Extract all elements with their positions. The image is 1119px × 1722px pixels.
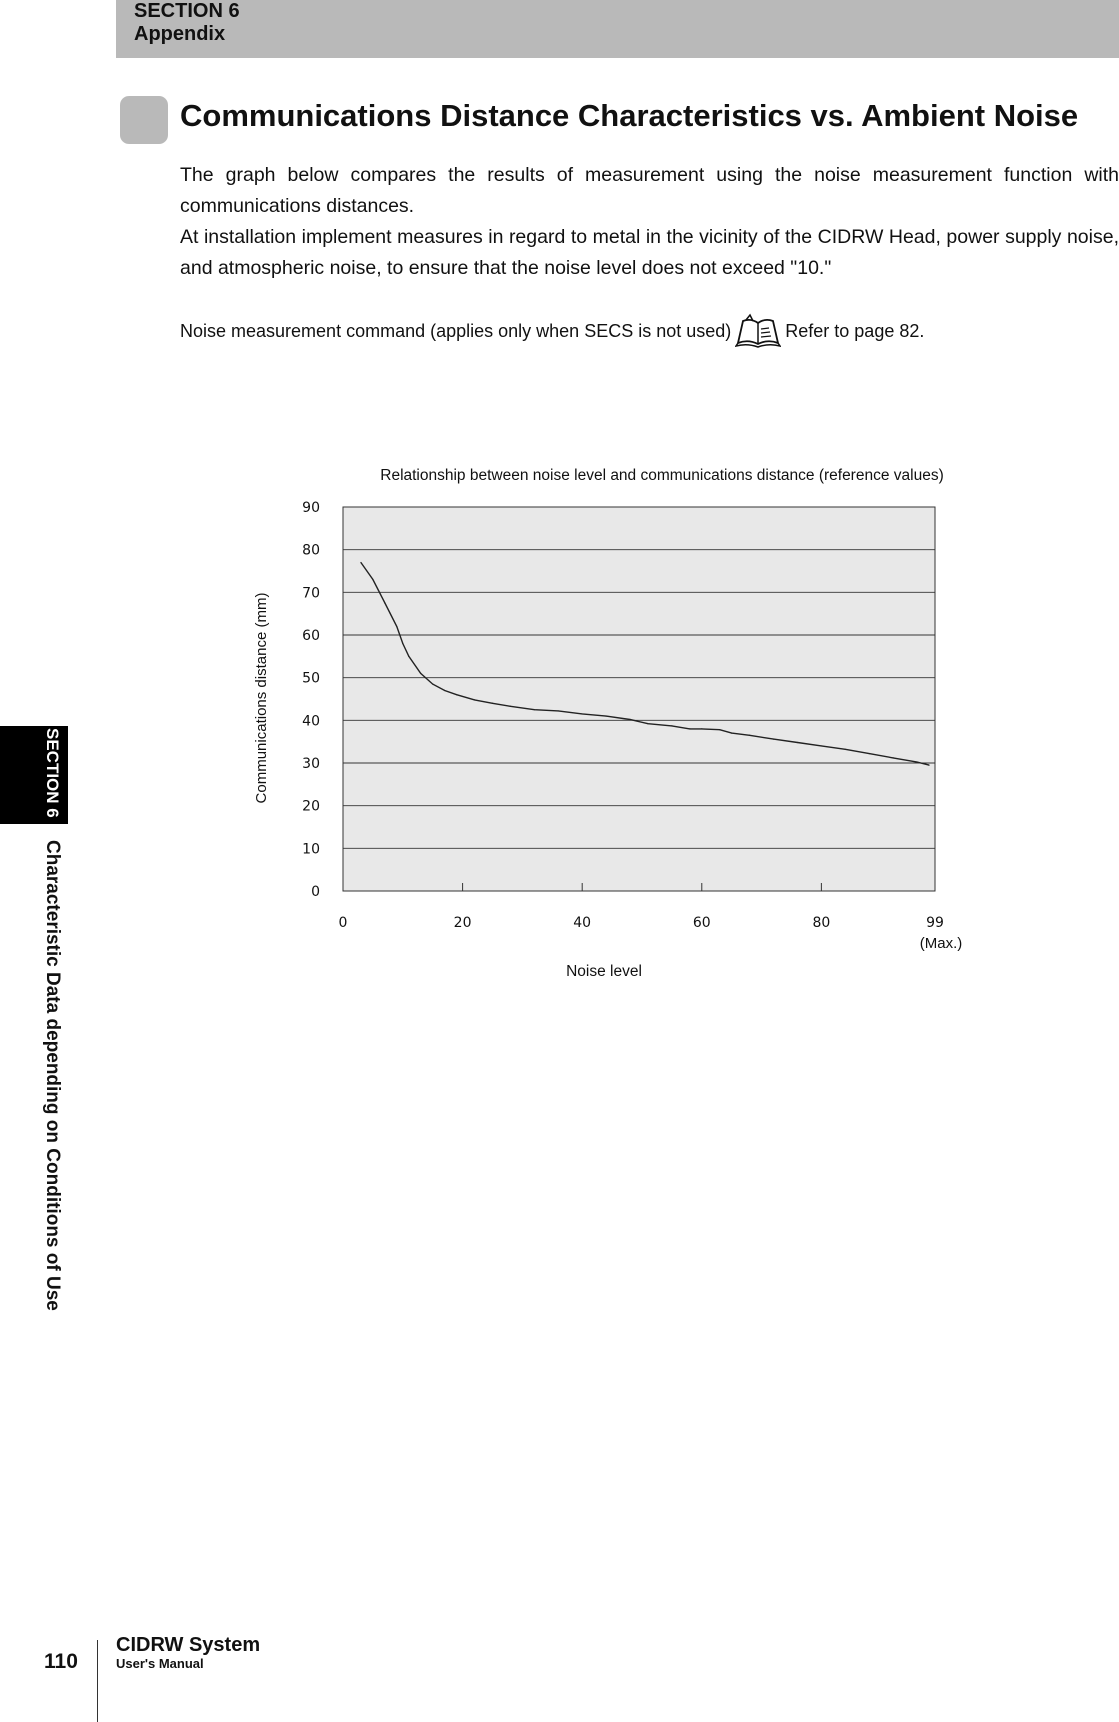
book-reference-icon (735, 313, 781, 349)
series-point-18 (647, 723, 648, 724)
y-tick-label-40: 40 (302, 713, 320, 730)
body-paragraph-1: The graph below compares the results of measurement using the noise measurement function with communications distances. (180, 164, 1119, 217)
y-tick-label-0: 0 (311, 884, 320, 900)
x-tick-labels (339, 915, 944, 931)
y-tick-label-90: 90 (302, 500, 320, 516)
series-point-16 (606, 715, 607, 716)
series-point-7 (432, 683, 433, 684)
series-point-21 (701, 728, 702, 729)
title-marker-icon (120, 96, 168, 144)
series-point-22 (719, 729, 720, 730)
series-point-24 (749, 735, 750, 736)
series-point-19 (671, 725, 672, 726)
footer-manual-name: User's Manual (116, 1656, 204, 1671)
header-section-label: SECTION 6 (134, 0, 240, 22)
series-point-20 (689, 728, 690, 729)
series-point-11 (492, 703, 493, 704)
reference-link[interactable]: Refer to page 82. (785, 321, 925, 341)
body-text (180, 160, 1119, 284)
y-tick-label-70: 70 (302, 585, 320, 602)
y-tick-label-60: 60 (302, 628, 320, 644)
series-point-5 (408, 656, 409, 657)
series-point-13 (534, 709, 535, 710)
series-point-0 (360, 562, 361, 563)
reference-text: Noise measurement command (applies only when SECS is not used) (180, 321, 732, 341)
side-chapter-label: Characteristic Data depending on Conditions of Use (42, 840, 63, 1311)
x-tick-label-99: 99 (926, 915, 944, 931)
x-tick-label-40: 40 (573, 915, 592, 931)
series-points (360, 562, 929, 766)
series-point-26 (797, 742, 798, 743)
series-point-8 (444, 690, 445, 691)
series-point-9 (456, 694, 457, 695)
chart-title: Relationship between noise level and communications distance (reference values) (380, 467, 944, 484)
footer-divider (97, 1640, 98, 1722)
x-axis-ticks (463, 883, 935, 891)
series-point-17 (629, 719, 630, 720)
x-tick-label-0: 0 (338, 915, 348, 931)
x-max-note: (Max.) (919, 935, 963, 952)
y-tick-label-50: 50 (302, 670, 320, 687)
page-number: 110 (44, 1650, 78, 1673)
x-tick-label-20: 20 (453, 915, 472, 931)
series-point-10 (474, 699, 475, 700)
y-tick-label-80: 80 (302, 542, 320, 559)
x-tick-label-60: 60 (692, 915, 711, 931)
x-axis-label: Noise level (566, 963, 642, 980)
series-point-31 (916, 762, 917, 763)
header-subtitle: Appendix (134, 23, 226, 45)
series-point-6 (420, 673, 421, 674)
body-paragraph-2: At installation implement measures in regard to metal in the vicinity of the CIDRW Head, power supply noise, and atmospheric noise, to ensure that the noise level does not exceed "10." (180, 226, 1119, 279)
side-tab-label: SECTION 6 (43, 728, 62, 818)
series-point-32 (928, 765, 929, 766)
x-tick-label-80: 80 (812, 915, 831, 931)
series-point-25 (773, 739, 774, 740)
series-point-2 (384, 602, 385, 603)
y-tick-label-10: 10 (302, 841, 320, 858)
plot-area (343, 507, 935, 891)
reference-line (180, 313, 924, 349)
series-point-15 (582, 713, 583, 714)
y-tick-labels (302, 500, 320, 900)
y-tick-label-20: 20 (302, 798, 320, 815)
grid-lines (343, 550, 935, 849)
series-point-30 (893, 757, 894, 758)
y-axis-label: Communications distance (mm) (253, 592, 270, 804)
series-line (361, 563, 929, 766)
series-point-29 (869, 753, 870, 754)
y-tick-label-30: 30 (302, 756, 320, 772)
series-point-27 (821, 745, 822, 746)
series-point-4 (402, 643, 403, 644)
series-point-28 (845, 749, 846, 750)
series-point-1 (372, 579, 373, 580)
series-point-3 (396, 626, 397, 627)
series-point-14 (558, 710, 559, 711)
header-band (116, 0, 1119, 58)
series-point-12 (510, 706, 511, 707)
page-title: Communications Distance Characteristics vs. Ambient Noise (180, 98, 1079, 133)
series-point-23 (731, 733, 732, 734)
footer-product-name: CIDRW System (116, 1634, 261, 1656)
